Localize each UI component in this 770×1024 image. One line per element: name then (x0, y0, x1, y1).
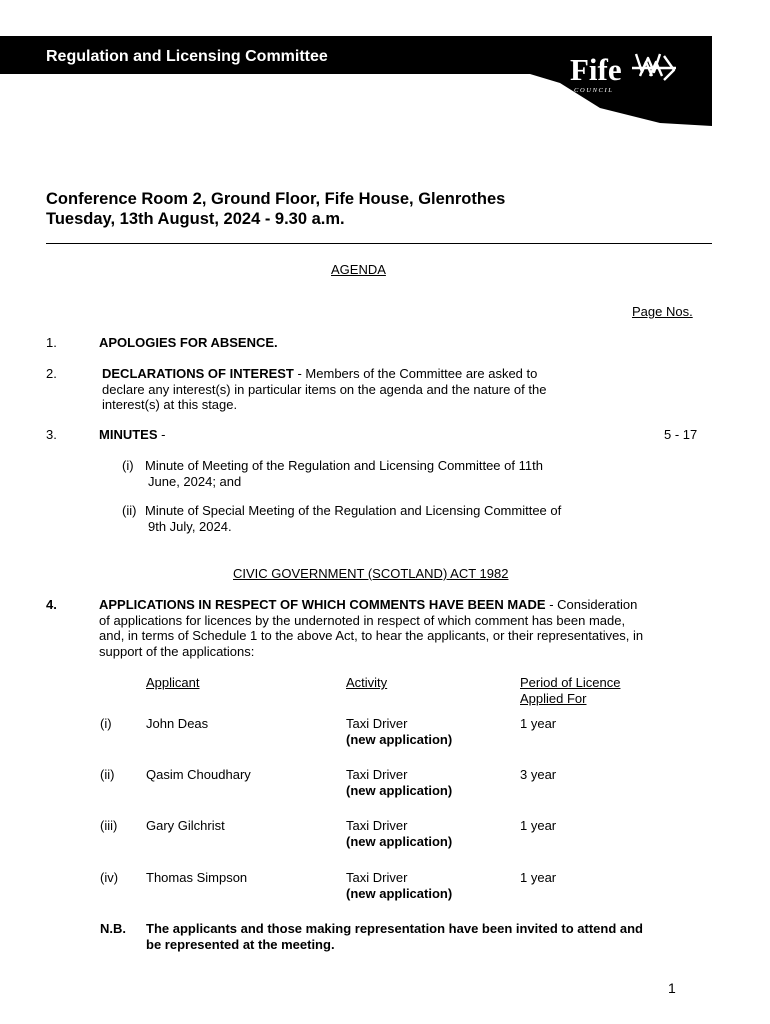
item-1-number: 1. (46, 335, 57, 350)
table-row-period: 1 year (520, 818, 557, 833)
table-row-applicant: Gary Gilchrist (146, 818, 225, 833)
item-3-heading: MINUTES - (99, 427, 166, 442)
table-row-activity: Taxi Driver (new application) (346, 870, 453, 901)
item-4-number: 4. (46, 597, 57, 612)
item-2-number: 2. (46, 366, 57, 381)
page-nos-heading: Page Nos. (632, 304, 693, 319)
col-period-header: Period of Licence Applied For (520, 675, 621, 706)
meeting-venue: Conference Room 2, Ground Floor, Fife House, Glenrothes (46, 190, 506, 208)
meeting-datetime: Tuesday, 13th August, 2024 - 9.30 a.m. (46, 210, 345, 228)
minute-2-label: (ii) (122, 503, 137, 518)
table-row-index: (iv) (100, 870, 119, 885)
item-3-number: 3. (46, 427, 57, 442)
col-applicant-header: Applicant (146, 675, 200, 690)
table-row-activity: Taxi Driver (new application) (346, 818, 453, 849)
agenda-heading: AGENDA (331, 262, 386, 277)
note-label: N.B. (100, 921, 126, 936)
table-row-applicant: John Deas (146, 716, 209, 731)
item-2-text: DECLARATIONS OF INTEREST - Members of the Committee are asked to declare any interest(s) in particular items on the agenda and the nature of the interest(s) at this stage. (102, 366, 547, 412)
item-3-title: MINUTES (99, 427, 158, 442)
minute-1-label: (i) (122, 458, 134, 473)
logo-subtext: C O U N C I L (574, 87, 612, 94)
fife-council-logo (568, 46, 680, 100)
col-activity-header: Activity (346, 675, 388, 690)
table-row-period: 3 year (520, 767, 557, 782)
logo-text: Fife (570, 52, 622, 87)
table-row-applicant: Qasim Choudhary (146, 767, 251, 782)
page-number: 1 (668, 980, 676, 996)
item-3-pages: 5 - 17 (664, 427, 698, 442)
item-2-title: DECLARATIONS OF INTEREST (102, 366, 294, 381)
table-row-activity: Taxi Driver (new application) (346, 716, 453, 747)
note-text: The applicants and those making representation have been invited to attend and be represented at the meeting. (146, 921, 643, 952)
item-4-text: APPLICATIONS IN RESPECT OF WHICH COMMENTS HAVE BEEN MADE - Consideration of applications for licences by the undernoted in respect of which comment has been made, and, in terms of Schedule 1 to the above Act, to hear the applicants, or their representatives, in support of the applications: (99, 597, 644, 659)
fife-logo-icon (568, 46, 680, 100)
table-row-index: (iii) (100, 818, 118, 833)
table-row-applicant: Thomas Simpson (146, 870, 248, 885)
section-heading: CIVIC GOVERNMENT (SCOTLAND) ACT 1982 (233, 566, 509, 581)
table-row-activity: Taxi Driver (new application) (346, 767, 453, 798)
meeting-details (46, 189, 505, 229)
table-row-period: 1 year (520, 870, 557, 885)
table-row-index: (i) (100, 716, 112, 731)
committee-title: Regulation and Licensing Committee (46, 48, 328, 65)
table-row-index: (ii) (100, 767, 115, 782)
item-1-title: APOLOGIES FOR ABSENCE. (99, 335, 278, 350)
minute-1-text: Minute of Meeting of the Regulation and Licensing Committee of 11th June, 2024; and (145, 458, 543, 489)
minute-2-text: Minute of Special Meeting of the Regulation and Licensing Committee of 9th July, 2024. (145, 503, 562, 534)
table-row-period: 1 year (520, 716, 557, 731)
item-4-title: APPLICATIONS IN RESPECT OF WHICH COMMENTS HAVE BEEN MADE (99, 597, 546, 612)
divider (46, 243, 712, 244)
